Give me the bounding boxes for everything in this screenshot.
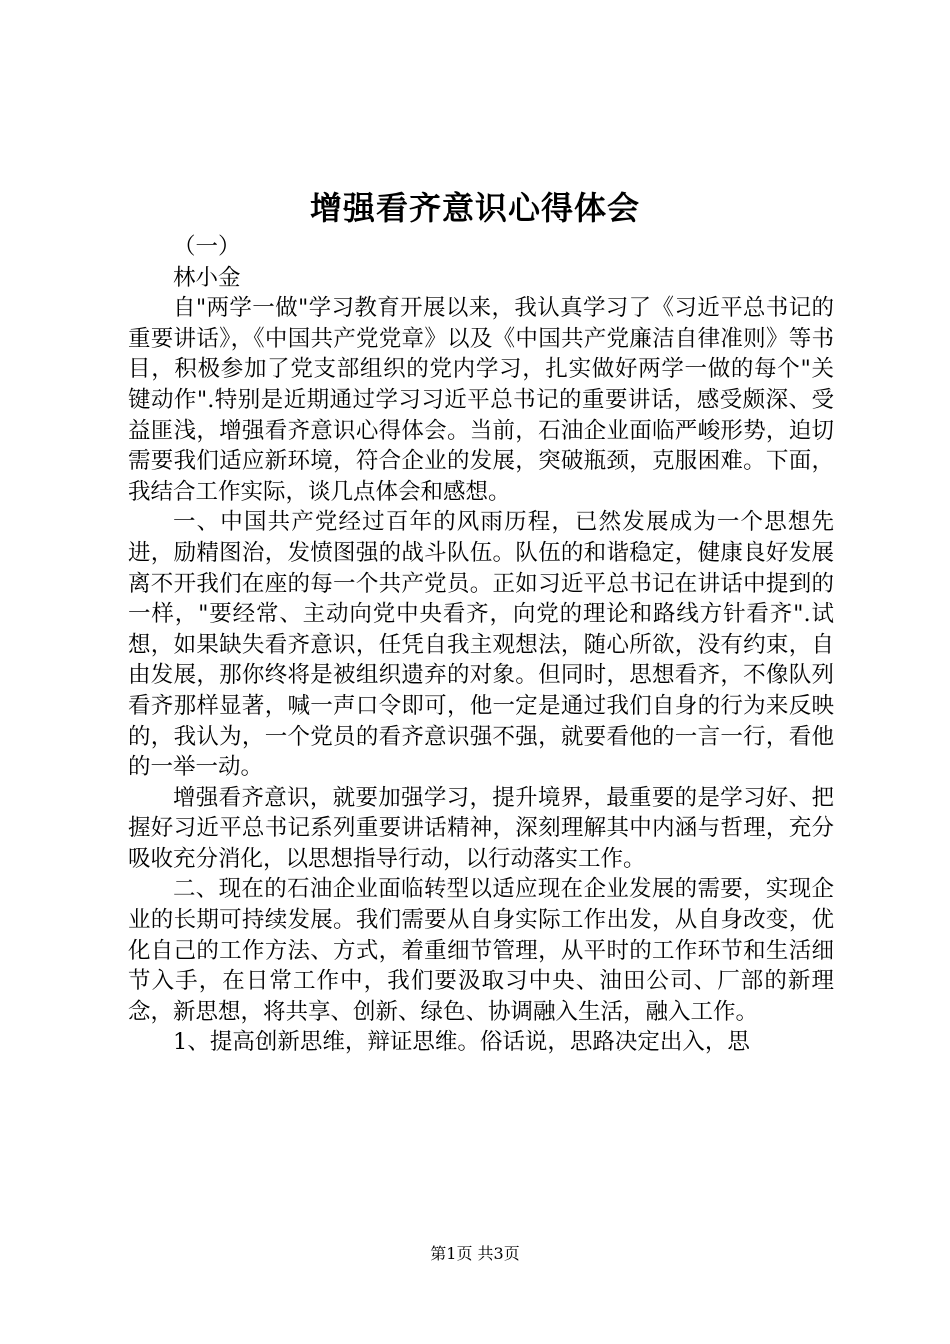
paragraph-point-one: 一、中国共产党经过百年的风雨历程，已然发展成为一个思想先进，励精图治，发愤图强的战斗队伍。队伍的和谐稳定，健康良好发展离不开我们在座的每一个共产党员。正如习近平总书记在讲话中提到的一样，"要经常、主动向党中央看齐，向党的理论和路线方针看齐".试想，如果缺失看齐意识，任凭自我主观想法，随心所欲，没有约束，自由发展，那你终将是被组织遗弃的对象。但同时，思想看齐，不像队列看齐那样显著，喊一声口令即可，他一定是通过我们自身的行为来反映的，我认为，一个党员的看齐意识强不强，就要看他的一言一行，看他的一举一动。 [128,509,834,781]
author-name: 林小金 [173,264,241,291]
paragraph-intro: 自"两学一做"学习教育开展以来，我认真学习了《习近平总书记的重要讲话》，《中国共产党党章》以及《中国共产党廉洁自律准则》等书目，积极参加了党支部组织的党内学习，扎实做好两学一做的每个"关键动作".特别是近期通过学习习近平总书记的重要讲话，感受颇深、受益匪浅，增强看齐意识心得体会。当前，石油企业面临严峻形势，迫切需要我们适应新环境，符合企业的发展，突破瓶颈，克服困难。下面，我结合工作实际，谈几点体会和感想。 [128,295,834,505]
document-body [128,232,834,1058]
page-footer: 第1页 共3页 [430,1244,520,1263]
section-label: （一） [173,234,241,260]
document-title: 增强看齐意识心得体会 [309,189,640,227]
paragraph-point-two: 二、现在的石油企业面临转型以适应现在企业发展的需要，实现企业的长期可持续发展。我们需要从自身实际工作出发，从自身改变，优化自己的工作方法、方式，着重细节管理，从平时的工作环节和生活细节入手，在日常工作中，我们要汲取习中央、油田公司、厂部的新理念，新思想，将共享、创新、绿色、协调融入生活，融入工作。 [128,876,834,1025]
paragraph-sub-one: 1、提高创新思维，辩证思维。俗话说，思路决定出入，思 [173,1029,750,1056]
paragraph-strengthen: 增强看齐意识，就要加强学习，提升境界，最重要的是学习好、把握好习近平总书记系列重要讲话精神，深刻理解其中内涵与哲理，充分吸收充分消化，以思想指导行动，以行动落实工作。 [128,784,834,872]
